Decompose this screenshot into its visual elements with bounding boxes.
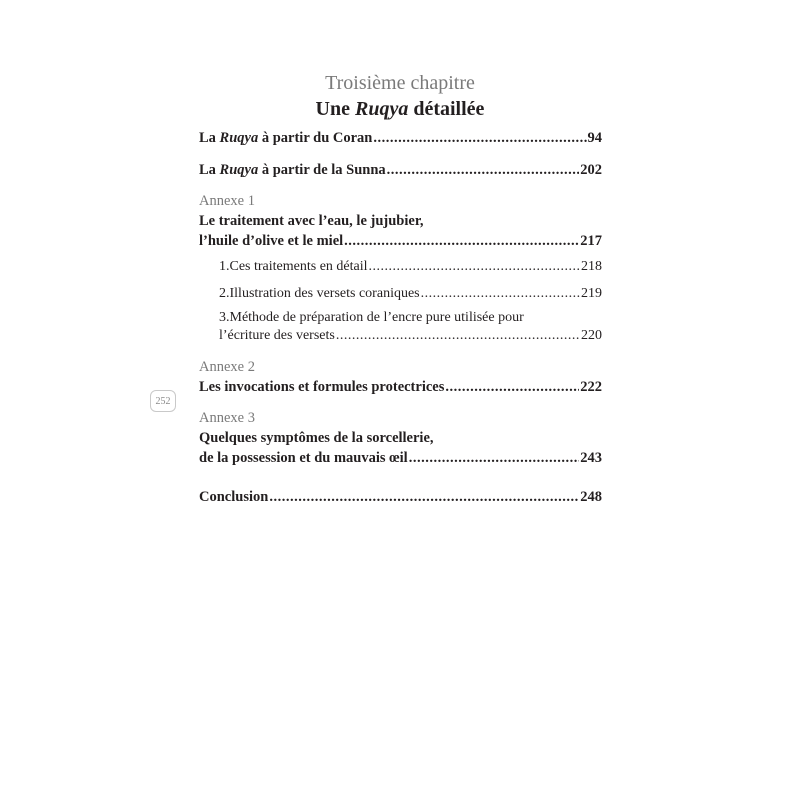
annex-3-label: Annexe 3 xyxy=(199,410,255,426)
chapter-title-prefix: Une xyxy=(315,98,355,120)
toc-entry-label xyxy=(199,160,386,180)
toc-entry-annex-2[interactable] xyxy=(199,377,602,397)
annex-3-title-line1[interactable]: Quelques symptômes de la sorcellerie, xyxy=(199,430,434,446)
annex-1-title-line1[interactable]: Le traitement avec l’eau, le jujubier, xyxy=(199,213,424,229)
toc-subentry-3[interactable] xyxy=(219,326,602,346)
dot-leader xyxy=(269,487,579,507)
toc-entry-sunna[interactable] xyxy=(199,160,602,180)
toc-subentry-label: 1.Ces traitements en détail xyxy=(219,259,368,274)
toc-subentry-2[interactable] xyxy=(219,284,602,304)
dot-leader xyxy=(373,128,586,148)
toc-page-number: 217 xyxy=(580,233,602,249)
toc-subentry-3-line1[interactable]: 3.Méthode de préparation de l’encre pure utilisée pour xyxy=(219,310,524,325)
conclusion-label: Conclusion xyxy=(199,489,269,505)
toc-subentry-label: l’écriture des versets xyxy=(219,328,335,343)
annex-2-title: Les invocations et formules protectrices xyxy=(199,379,445,395)
toc-page-number: 219 xyxy=(581,286,602,301)
dot-leader xyxy=(421,284,580,304)
toc-page-number: 94 xyxy=(587,130,602,146)
toc-entry-conclusion[interactable] xyxy=(199,487,602,507)
chapter-label: Troisième chapitre xyxy=(325,72,475,94)
annex-1-title-line2: l’huile d’olive et le miel xyxy=(199,233,344,249)
chapter-title xyxy=(0,96,800,122)
toc-entry-annex-3[interactable] xyxy=(199,448,602,468)
toc-page-number: 248 xyxy=(580,489,602,505)
dot-leader xyxy=(445,377,579,397)
annex-2-label: Annexe 2 xyxy=(199,359,255,375)
chapter-title-suffix: détaillée xyxy=(408,98,485,120)
toc-entry-suffix: à partir du Coran xyxy=(258,130,373,146)
chapter-title-italic: Ruqya xyxy=(355,98,409,120)
toc-entry-italic: Ruqya xyxy=(219,162,259,178)
toc-entry-prefix: La xyxy=(199,130,220,146)
toc-subentry-1[interactable] xyxy=(219,257,602,277)
toc-page-number: 202 xyxy=(580,162,602,178)
toc-entry-suffix: à partir de la Sunna xyxy=(258,162,386,178)
toc-entry-annex-1[interactable] xyxy=(199,231,602,251)
toc-page-number: 222 xyxy=(580,379,602,395)
dot-leader xyxy=(387,160,580,180)
dot-leader xyxy=(336,326,580,346)
toc-entry-prefix: La xyxy=(199,162,220,178)
dot-leader xyxy=(369,257,580,277)
toc-page-number: 220 xyxy=(581,328,602,343)
annex-1-label: Annexe 1 xyxy=(199,193,255,209)
annex-3-title-line2: de la possession et du mauvais œil xyxy=(199,450,408,466)
toc-page-number: 243 xyxy=(580,450,602,466)
toc-entry-coran[interactable] xyxy=(199,128,602,148)
toc-entry-italic: Ruqya xyxy=(219,130,259,146)
toc-page-number: 218 xyxy=(581,259,602,274)
toc-entry-label xyxy=(199,128,372,148)
toc-subentry-label: 2.Illustration des versets coraniques xyxy=(219,286,420,301)
page-number-badge: 252 xyxy=(150,390,176,412)
dot-leader xyxy=(344,231,579,251)
dot-leader xyxy=(409,448,580,468)
